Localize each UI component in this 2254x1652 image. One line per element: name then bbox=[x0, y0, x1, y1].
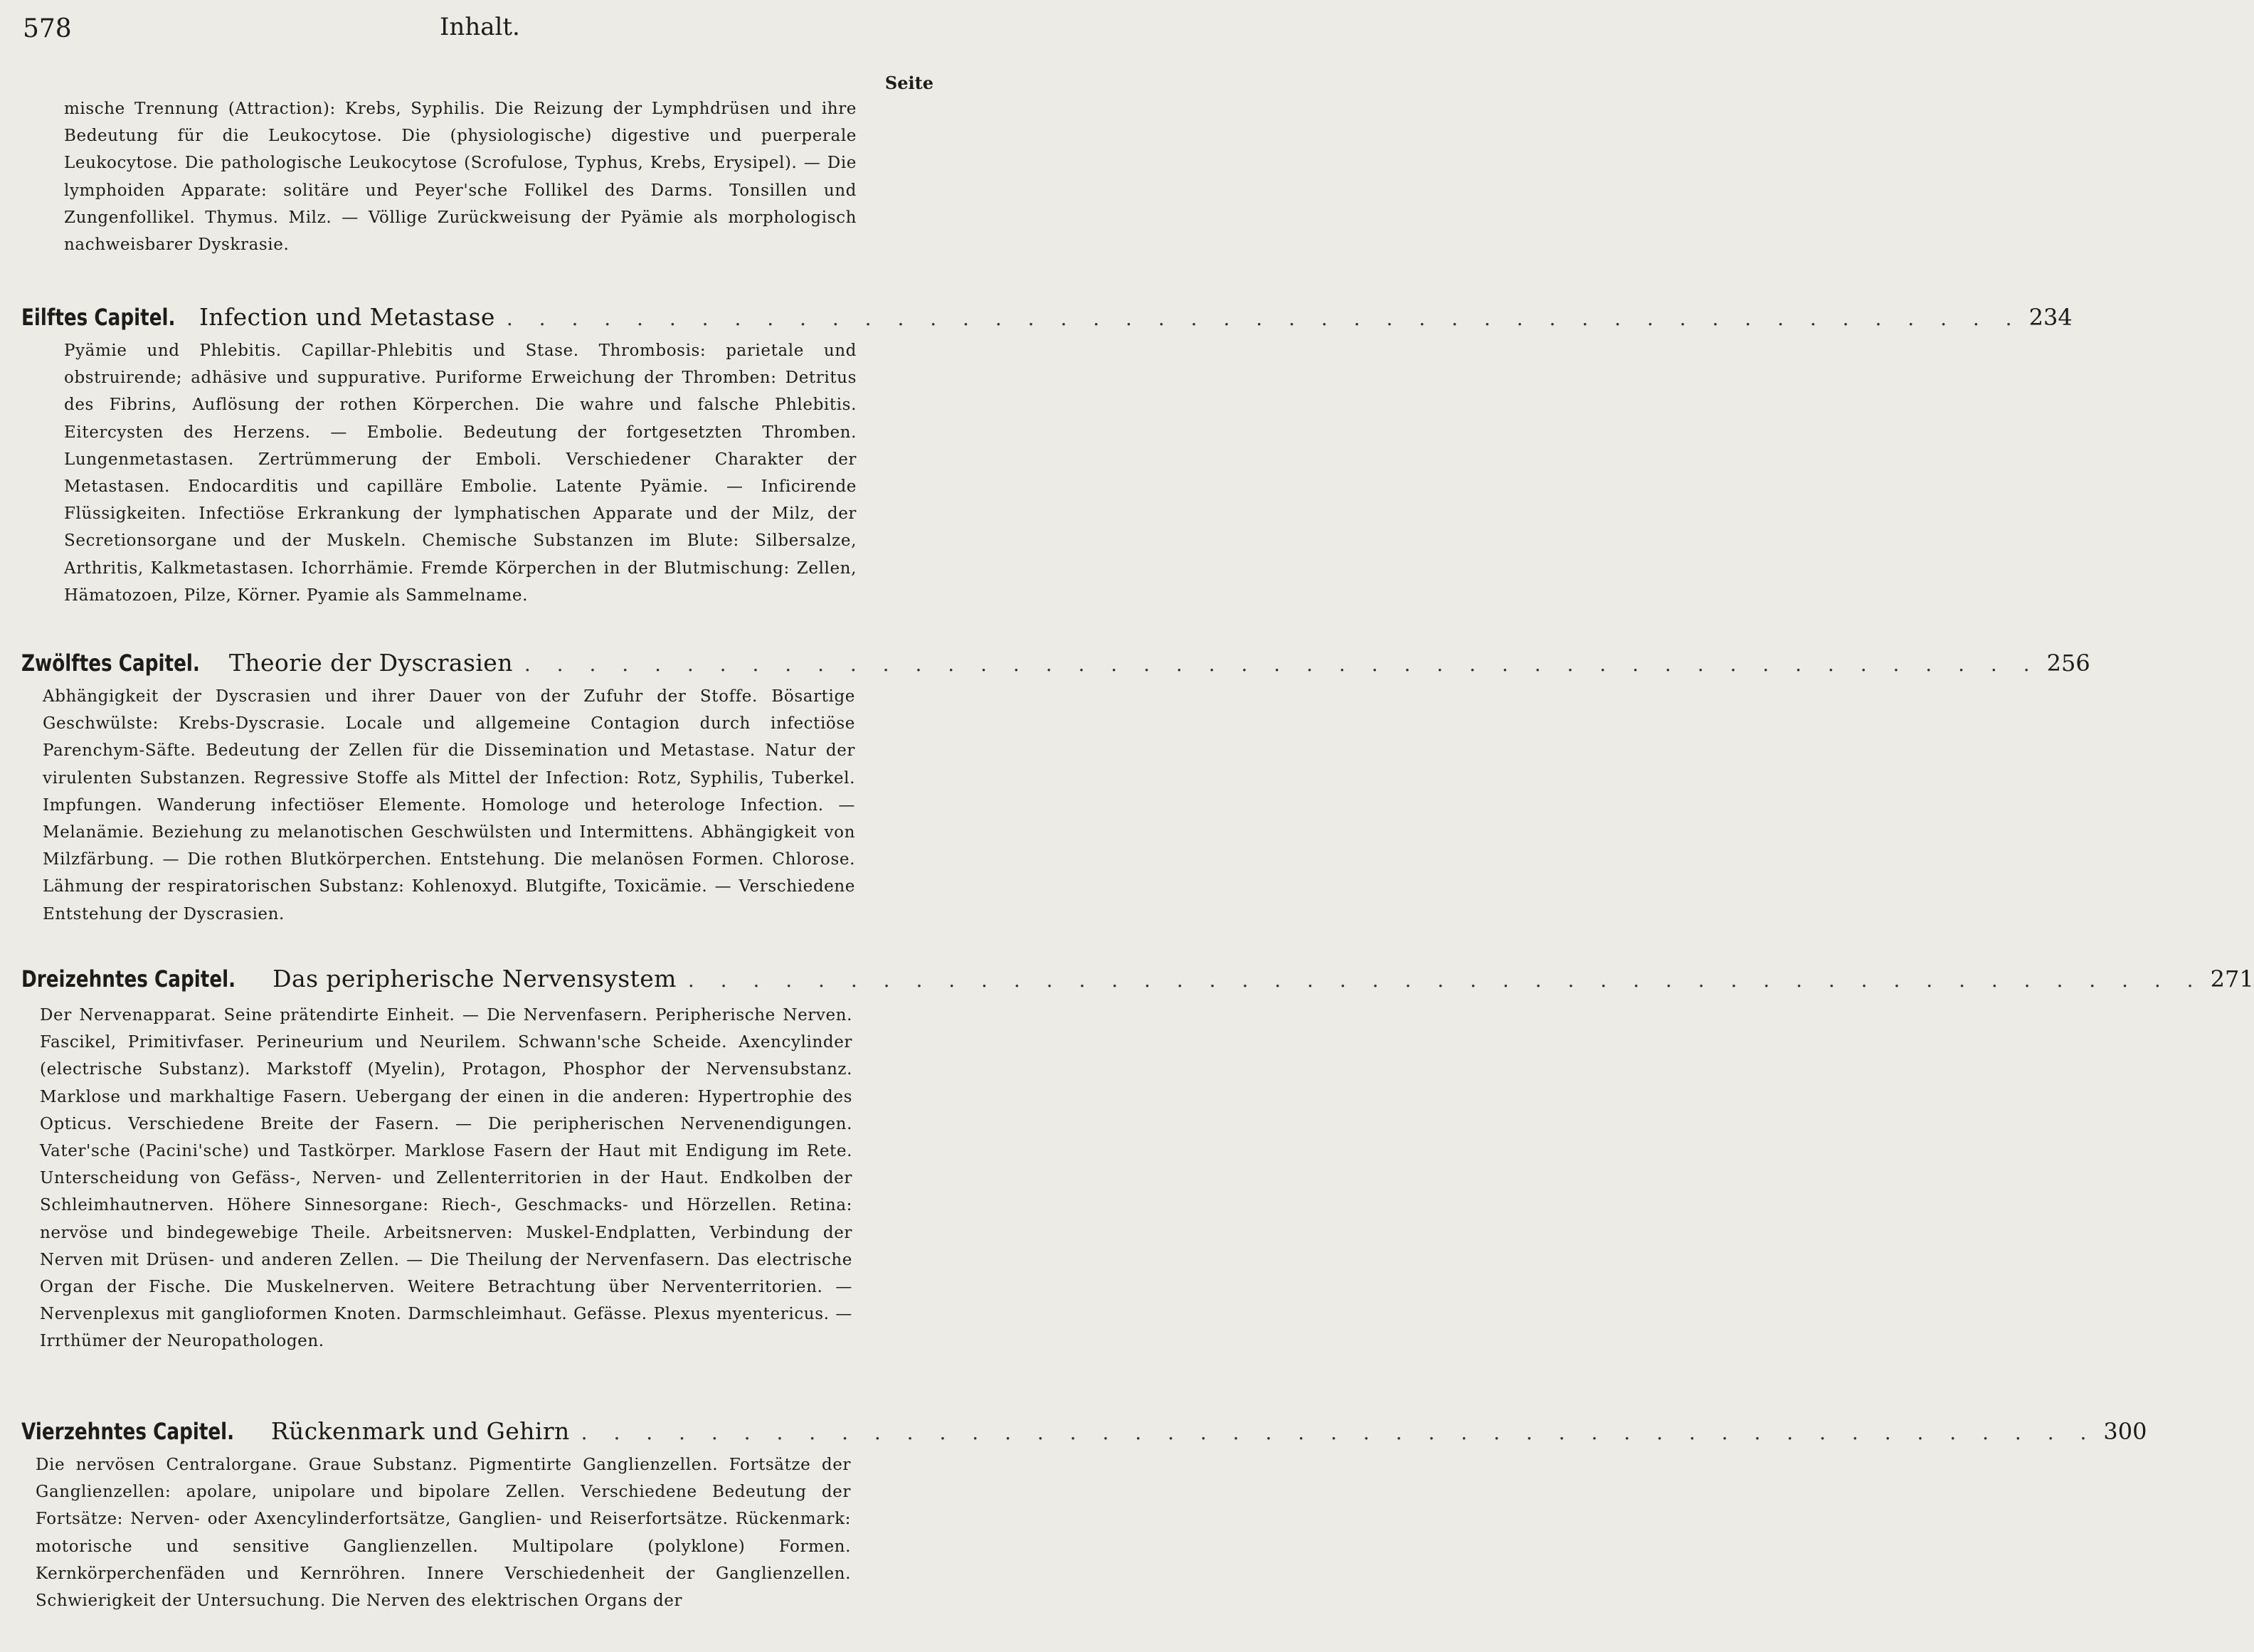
chapter-heading bbox=[21, 965, 2254, 992]
chapter-summary: Abhängigkeit der Dyscrasien und ihrer Dauer von der Zufuhr der Stoffe. Bösartige Geschwülste: Krebs-Dyscrasie. Locale und allgemeine Contagion durch infectiöse Parenchym-Säfte. Bedeutung der Zellen für die Dissemination und Metastase. Natur der virulenten Substanzen. Regressive Stoffe als Mittel der Infection: Rotz, Syphilis, Tuberkel. Impfungen. Wanderung infectiöser Elemente. Homologe und heterologe Infection. — Melanämie. Beziehung zu melanotischen Geschwülsten und Intermittens. Abhängigkeit von Milzfärbung. — Die rothen Blutkörperchen. Entstehung. Die melanösen Formen. Chlorose. Lähmung der respiratorischen Substanz: Kohlenoxyd. Blutgifte, Toxicämie. — Verschiedene Entstehung der Dyscrasien. bbox=[43, 687, 855, 923]
chapter-label: Dreizehntes Capitel. bbox=[21, 965, 236, 992]
chapter-title: Rückenmark und Gehirn bbox=[270, 1417, 570, 1445]
chapter-page: 256 bbox=[2046, 650, 2090, 677]
chapter-heading bbox=[21, 649, 2090, 677]
chapter-label: Eilftes Capitel. bbox=[21, 304, 176, 331]
chapter-page: 271 bbox=[2210, 965, 2254, 992]
chapter-page: 300 bbox=[2103, 1418, 2147, 1445]
running-head: Inhalt. bbox=[440, 13, 520, 41]
chapter-summary: Pyämie und Phlebitis. Capillar-Phlebitis und Stase. Thrombosis: parietale und obstruirende; adhäsive und suppurative. Puriforme Erweichung der Thromben: Detritus des Fibrins, Auflösung der rothen Körperchen. Die wahre und falsche Phlebitis. Eitercysten des Herzens. — Embolie. Bedeutung der fortgesetzten Thromben. Lungenmetastasen. Zertrümmerung der Emboli. Verschiedener Charakter der Metastasen. Endocarditis und capilläre Embolie. Latente Pyämie. — Inficirende Flüssigkeiten. Infectiöse Erkrankung der lymphatischen Apparate und der Milz, der Secretionsorgane und der Muskeln. Chemische Substanzen im Blute: Silbersalze, Arthritis, Kalkmetastasen. Ichorrhämie. Fremde Körperchen in der Blutmischung: Zellen, Hämatozoen, Pilze, Körner. Pyamie als Sammelname. bbox=[64, 341, 857, 605]
leader-dots: . . . . . . . . . . . . . . . . . . . . . . . . . . . . . . . . . . . . . . . . . . . . . . . bbox=[524, 652, 2040, 676]
leader-dots: . . . . . . . . . . . . . . . . . . . . . . . . . . . . . . . . . . . . . . . . . . . . . . . bbox=[506, 307, 2022, 330]
chapter-heading bbox=[21, 303, 2073, 331]
chapter-label: Vierzehntes Capitel. bbox=[21, 1418, 235, 1445]
page-number: 578 bbox=[23, 14, 72, 43]
chapter-page: 234 bbox=[2028, 304, 2073, 331]
chapter-heading bbox=[21, 1417, 2147, 1445]
chapter-title: Das peripherische Nervensystem bbox=[273, 965, 677, 992]
chapter-label: Zwölftes Capitel. bbox=[21, 650, 200, 677]
leader-dots: . . . . . . . . . . . . . . . . . . . . . . . . . . . . . . . . . . . . . . . . . . . . . . . bbox=[687, 968, 2203, 992]
leader-dots: . . . . . . . . . . . . . . . . . . . . . . . . . . . . . . . . . . . . . . . . . . . . . . . bbox=[581, 1421, 2097, 1444]
chapter-title: Theorie der Dyscrasien bbox=[228, 649, 513, 677]
intro-paragraph: mische Trennung (Attraction): Krebs, Syphilis. Die Reizung der Lymphdrüsen und ihre Bedeutung für die Leukocytose. Die (physiologische) digestive und puerperale Leukocytose. Die pathologische Leukocytose (Scrofulose, Typhus, Krebs, Erysipel). — Die lymphoiden Apparate: solitäre und Peyer'sche Follikel des Darms. Tonsillen und Zungenfollikel. Thymus. Milz. — Völlige Zurückweisung der Pyämie als morphologisch nachweisbarer Dyskrasie. bbox=[64, 100, 857, 255]
chapter-summary: Der Nervenapparat. Seine prätendirte Einheit. — Die Nervenfasern. Peripherische Nerven. Fascikel, Primitivfaser. Perineurium und Neurilem. Schwann'sche Scheide. Axencylinder (electrische Substanz). Markstoff (Myelin), Protagon, Phosphor der Nervensubstanz. Marklose und markhaltige Fasern. Uebergang der einen in die anderen: Hypertrophie des Opticus. Verschiedene Breite der Fasern. — Die peripherischen Nervenendigungen. Vater'sche (Pacini'sche) und Tastkörper. Marklose Fasern der Haut mit Endigung im Rete. Unterscheidung von Gefäss-, Nerven- und Zellenterritorien in der Haut. Endkolben der Schleimhautnerven. Höhere Sinnesorgane: Riech-, Geschmacks- und Hörzellen. Retina: nervöse und bindegewebige Theile. Arbeitsnerven: Muskel-Endplatten, Verbindung der Nerven mit Drüsen- und anderen Zellen. — Die Theilung der Nervenfasern. Das electrische Organ der Fische. Die Muskelnerven. Weitere Betrachtung über Nerventerritorien. — Nervenplexus mit ganglioformen Knoten. Darmschleimhaut. Gefässe. Plexus myentericus. — Irrthümer der Neuropathologen. bbox=[40, 1006, 852, 1351]
chapter-summary: Die nervösen Centralorgane. Graue Substanz. Pigmentirte Ganglienzellen. Fortsätze der Ganglienzellen: apolare, unipolare und bipolare Zellen. Verschiedene Bedeutung der Fortsätze: Nerven- oder Axencylinderfortsätze, Ganglien- und Reiserfortsätze. Rückenmark: motorische und sensitive Ganglienzellen. Multipolare (polyklone) Formen. Kernkörperchenfäden und Kernröhren. Innere Verschiedenheit der Ganglienzellen. Schwierigkeit der Untersuchung. Die Nerven des elektrischen Organs der bbox=[36, 1456, 851, 1611]
seite-column-label: Seite bbox=[884, 73, 933, 93]
chapter-title: Infection und Metastase bbox=[199, 303, 495, 331]
